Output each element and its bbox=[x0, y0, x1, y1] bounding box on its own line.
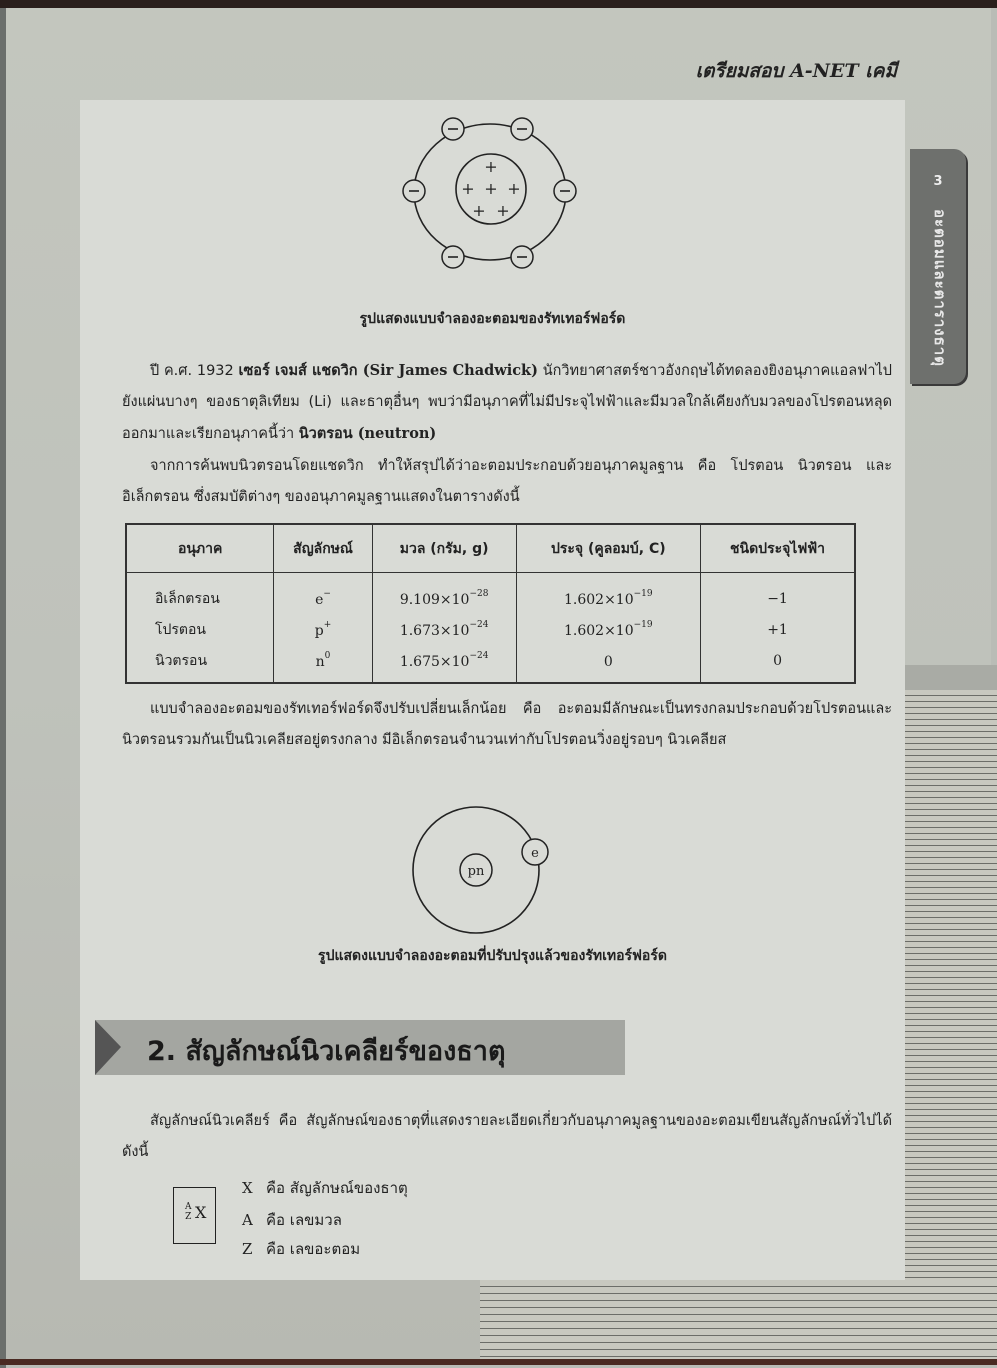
svg-text:+: + bbox=[507, 179, 521, 198]
section-title: 2. สัญลักษณ์นิวเคลียร์ของธาตุ bbox=[147, 1036, 506, 1067]
chapter-number: 3 bbox=[933, 174, 943, 189]
header-particle: อนุภาค bbox=[126, 524, 274, 573]
paragraph-revised-model: แบบจำลองอะตอมของรัทเทอร์ฟอร์ดจึงปรับเปลี่ยนเล็กน้อย คือ อะตอมมีลักษณะเป็นทรงกลมประกอบด้วยโปรตอนและนิวตรอนรวมกันเป็นนิวเคลียสอยู่ตรงกลาง มีอิเล็กตรอนจำนวนเท่ากับโปรตอนวิ่งอยู่รอบๆ นิวเคลียส bbox=[122, 701, 892, 748]
nuclear-notation-box: A Z X bbox=[173, 1187, 216, 1244]
chapter-tab bbox=[910, 149, 966, 384]
paragraph-particles-intro: จากการค้นพบนิวตรอนโดยแชดวิก ทำให้สรุปได้ว่าอะตอมประกอบด้วยอนุภาคมูลฐาน คือ โปรตอน นิวตรอน และอิเล็กตรอน ซึ่งสมบัติต่างๆ ของอนุภาคมูลฐานแสดงในตารางดังนี้ bbox=[122, 458, 892, 505]
svg-text:+: + bbox=[461, 179, 475, 198]
page-top-edge bbox=[0, 0, 997, 8]
proton-plus-icons bbox=[461, 157, 520, 220]
svg-text:+: + bbox=[472, 201, 486, 220]
content-panel bbox=[80, 100, 905, 1280]
header-charge: ประจุ (คูลอมบ์, C) bbox=[516, 524, 701, 573]
legend-x: X คือ สัญลักษณ์ของธาตุ bbox=[242, 1179, 408, 1197]
svg-text:e: e bbox=[531, 846, 539, 861]
table-row: นิวตรอน $n^0$ $1.675\times 10^{-24}$ 0 0 bbox=[126, 645, 855, 683]
rutherford-atom-diagram bbox=[398, 112, 588, 277]
table-header-row bbox=[126, 524, 855, 573]
particle-properties-table bbox=[125, 523, 856, 684]
legend-z: Z คือ เลขอะตอม bbox=[242, 1240, 361, 1258]
page-bottom-edge bbox=[0, 1359, 997, 1365]
header-charge-type: ชนิดประจุไฟฟ้า bbox=[701, 524, 855, 573]
legend-a: A คือ เลขมวล bbox=[242, 1211, 342, 1229]
chapter-title: อะตอมและตารางธาตุ bbox=[931, 209, 949, 367]
header-mass: มวล (กรัม, g) bbox=[372, 524, 516, 573]
table-row: โปรตอน p+ $1.673\times 10^{-24}$ $1.602\times 10^{-19}$ +1 bbox=[126, 614, 855, 645]
paragraph-nuclear-symbol: สัญลักษณ์นิวเคลียร์ คือ สัญลักษณ์ของธาตุที่แสดงรายละเอียดเกี่ยวกับอนุภาคมูลฐานของอะตอมเขียนสัญลักษณ์ทั่วไปได้ดังนี้ bbox=[122, 1113, 892, 1160]
paragraph-chadwick: ปี ค.ศ. 1932 เซอร์ เจมส์ แชดวิก (Sir James Chadwick) นักวิทยาศาสตร์ชาวอังกฤษได้ทดลองยิงอนุภาคแอลฟาไปยังแผ่นบางๆ ของธาตุลิเทียม (Li) และธาตุอื่นๆ พบว่ามีอนุภาคที่ไม่มีประจุไฟฟ้าและมีมวลใกล้เคียงกับมวลของโปรตอนหลุดออกมาและเรียกอนุภาคนี้ว่า นิวตรอน (neutron) bbox=[122, 362, 892, 442]
figure2-caption: รูปแสดงแบบจำลองอะตอมที่ปรับปรุงแล้วของรัทเทอร์ฟอร์ด bbox=[318, 948, 667, 964]
running-header: เตรียมสอบ A-NET เคมี bbox=[695, 60, 897, 82]
decorative-stripes-right bbox=[903, 690, 997, 1290]
chadwick-name: เซอร์ เจมส์ แชดวิก (Sir James Chadwick) bbox=[238, 362, 538, 379]
revised-atom-diagram bbox=[405, 805, 555, 935]
svg-text:+: + bbox=[496, 201, 510, 220]
svg-text:pn: pn bbox=[467, 864, 485, 879]
table-row: อิเล็กตรอน e− $9.109\times 10^{-28}$ $1.602\times 10^{-19}$ −1 bbox=[126, 573, 855, 615]
decorative-block bbox=[903, 665, 997, 693]
arrow-right-icon bbox=[95, 1020, 121, 1075]
decorative-stripes-bottom bbox=[480, 1280, 997, 1360]
svg-text:+: + bbox=[484, 179, 498, 198]
svg-text:+: + bbox=[484, 157, 498, 176]
header-symbol: สัญลักษณ์ bbox=[274, 524, 372, 573]
figure1-caption: รูปแสดงแบบจำลองอะตอมของรัทเทอร์ฟอร์ด bbox=[359, 311, 626, 327]
neutron-term: นิวตรอน (neutron) bbox=[298, 425, 437, 442]
section-heading-banner bbox=[95, 1020, 625, 1075]
